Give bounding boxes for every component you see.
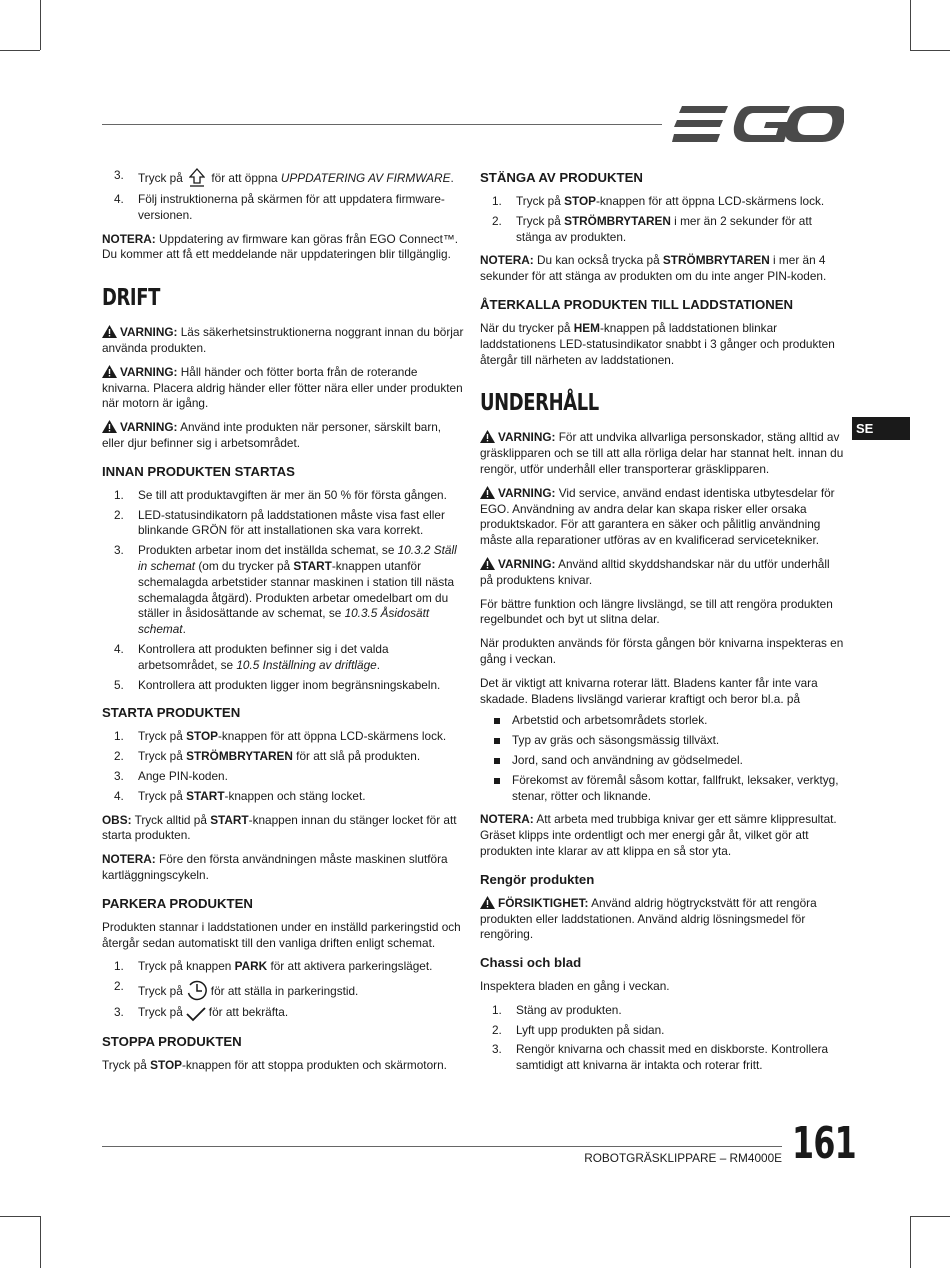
crop-mark xyxy=(0,1216,40,1217)
warning: VARNING: För att undvika allvarliga personskador, stäng alltid av gräsklipparen och se till att alla rörliga delar har stannat helt. innan du rengör, utför underhåll eller transporterar gräsklipparen. xyxy=(480,430,844,476)
chassis-steps xyxy=(480,1003,844,1074)
warning: VARNING: Läs säkerhetsinstruktionerna noggrant innan du börjar använda produkten. xyxy=(102,325,464,355)
list-item: 2. Tryck på STRÖMBRYTAREN för att slå på produkten. xyxy=(114,749,421,764)
crop-mark xyxy=(0,50,40,51)
before-start-steps xyxy=(102,488,464,694)
warning-icon xyxy=(102,420,117,433)
turn-off-steps xyxy=(480,194,844,245)
firmware-steps xyxy=(102,168,464,224)
crop-mark xyxy=(40,0,41,50)
list-item: 1. Tryck på STOP-knappen för att öppna LCD-skärmens lock. xyxy=(492,194,825,208)
list-item: Förekomst av föremål såsom kottar, fallfrukt, leksaker, verktyg, stenar, rötter och liknande. xyxy=(480,773,844,805)
warning-icon xyxy=(480,896,495,909)
subsection-title: STÄNGA AV PRODUKTEN xyxy=(480,170,643,185)
list-item: Typ av gräs och säsongsmässig tillväxt. xyxy=(480,733,844,749)
subsection-title: Chassi och blad xyxy=(480,955,582,971)
warning: VARNING: Håll händer och fötter borta från de roterande knivarna. Placera aldrig händer eller fötter nära eller under produkten när motorn är igång. xyxy=(102,364,463,411)
bullet-list xyxy=(480,713,844,804)
crop-mark xyxy=(910,1216,911,1268)
paragraph: Inspektera bladen en gång i veckan. xyxy=(480,979,670,994)
paragraph: Tryck på STOP-knappen för att stoppa produkten och skärmotorn. xyxy=(102,1058,447,1073)
list-item: 1. Stäng av produkten. xyxy=(492,1002,622,1017)
paragraph: Produkten stannar i laddstationen under en inställd parkeringstid och återgår sedan automatiskt till den vanliga driften enligt schemat. xyxy=(102,919,461,950)
warning: VARNING: Använd alltid skyddshandskar när du utför underhåll på produktens knivar. xyxy=(480,556,830,587)
subsection-title: Rengör produkten xyxy=(480,871,595,887)
language-tab: SE xyxy=(852,417,910,440)
section-title: DRIFT xyxy=(102,285,160,312)
checkmark-icon xyxy=(186,1006,206,1022)
warning: VARNING: Använd inte produkten när personer, särskilt barn, eller djur befinner sig i arbetsområdet. xyxy=(102,420,442,450)
section-title: UNDERHÅLL xyxy=(480,390,599,417)
list-item: 2. LED-statusindikatorn på laddstationen måste visa fast eller blinkande GRÖN för att installationen ska vara korrekt. xyxy=(114,507,445,538)
bullet-icon xyxy=(494,778,500,784)
note: NOTERA: Att arbeta med trubbiga knivar ger ett sämre klippresultat. Gräset klipps inte ordentligt och mer energi går åt, vilket gör att produkten inte klarar av att klippa en så stor yta. xyxy=(480,812,837,858)
caution: FÖRSIKTIGHET: Använd aldrig högtryckstvätt för att rengöra produkten eller laddstationen. Använd aldrig lösningsmedel för rengöring. xyxy=(480,895,817,942)
list-item: 4. Följ instruktionerna på skärmen för att uppdatera firmware-versionen. xyxy=(114,192,445,222)
paragraph: När du trycker på HEM-knappen på laddstationen blinkar laddstationens LED-statusindikator snabbt i 3 gånger och produkten återgår till närheten av laddstationen. xyxy=(480,320,835,367)
warning-icon xyxy=(102,325,117,338)
crop-mark xyxy=(910,1216,950,1217)
bullet-icon xyxy=(494,738,500,744)
note: NOTERA: Du kan också trycka på STRÖMBRYTAREN i mer än 4 sekunder för att stänga av produkten om du inte anger PIN-koden. xyxy=(480,253,827,284)
list-item: 3. Ange PIN-koden. xyxy=(114,768,228,783)
paragraph: Det är viktigt att knivarna roterar lätt. Bladens kanter får inte vara skadade. Bladens livslängd varierar kraftigt och beror bl.a. på xyxy=(480,675,818,706)
note: NOTERA: Uppdatering av firmware kan göras från EGO Connect™. Du kommer att få ett meddelande när uppdateringen blir tillgänglig. xyxy=(102,231,459,262)
list-item: Jord, sand och användning av gödselmedel. xyxy=(480,753,844,769)
subsection-title: INNAN PRODUKTEN STARTAS xyxy=(102,463,295,479)
park-steps xyxy=(102,959,464,1022)
list-item: 3. Tryck på för att öppna UPPDATERING AV FIRMWARE. xyxy=(102,168,464,188)
list-item: 4. Kontrollera att produkten befinner sig i det valda arbetsområdet, se 10.5 Inställning av driftläge. xyxy=(114,641,389,672)
list-item: Arbetstid och arbetsområdets storlek. xyxy=(480,713,844,729)
paragraph: För bättre funktion och längre livslängd, se till att rengöra produkten regelbundet och byt ut slitna delar. xyxy=(480,596,833,627)
subsection-title: STOPPA PRODUKTEN xyxy=(102,1034,242,1050)
left-column xyxy=(102,168,464,1082)
bullet-icon xyxy=(494,758,500,764)
list-item: 1. Se till att produktavgiften är mer än 50 % för första gången. xyxy=(114,487,447,502)
list-item: 2. Lyft upp produkten på sidan. xyxy=(492,1022,665,1037)
paragraph: När produkten används för första gången bör knivarna inspekteras en gång i veckan. xyxy=(480,636,844,666)
list-item: 3. Produkten arbetar inom det inställda schemat, se 10.3.2 Ställ in schemat (om du trycker på START-knappen utanför schemalagda arbetstider stannar maskinen i station till nästa schemalagda åtgärd). Produkten arbetar omedelbart om du ställer in åsidosättande av schemat, se 10.3.5 Åsidosätt schemat. xyxy=(114,543,457,637)
crop-mark xyxy=(910,50,950,51)
crop-mark xyxy=(40,1216,41,1268)
right-column xyxy=(480,168,844,1082)
list-item: 1. Tryck på STOP-knappen för att öppna LCD-skärmens lock. xyxy=(114,729,447,744)
list-item: 4. Tryck på START-knappen och stäng locket. xyxy=(114,788,366,803)
list-item: 3. Rengör knivarna och chassit med en diskborste. Kontrollera samtidigt att knivarna är intakta och roterar fritt. xyxy=(492,1042,829,1073)
subsection-title: PARKERA PRODUKTEN xyxy=(102,895,253,911)
warning: VARNING: Vid service, använd endast identiska utbytesdelar för EGO. Användning av andra delar kan skapa risker eller orsaka produktskador. För att garantera en säker och pålitlig användning måste alla reparationer utföras av en kvalificerad servicetekniker. xyxy=(480,485,835,548)
warning-icon xyxy=(480,486,495,499)
subsection-title: ÅTERKALLA PRODUKTEN TILL LADDSTATIONEN xyxy=(480,296,794,312)
note: NOTERA: Före den första användningen måste maskinen slutföra kartläggningscykeln. xyxy=(102,852,448,882)
list-item: 5. Kontrollera att produkten ligger inom begränsningskabeln. xyxy=(114,677,441,692)
crop-mark xyxy=(910,0,911,50)
start-steps xyxy=(102,729,464,804)
list-item: 3. Tryck på för att bekräfta. xyxy=(102,1005,464,1022)
page-number: 161 xyxy=(792,1118,856,1169)
obs-note: OBS: Tryck alltid på START-knappen innan du stänger locket för att starta produkten. xyxy=(102,812,457,843)
upload-arrow-icon xyxy=(189,168,205,188)
list-item: 1. Tryck på knappen PARK för att aktivera parkeringsläget. xyxy=(114,959,433,974)
footer-product-name: ROBOTGRÄSKLIPPARE – RM4000E xyxy=(584,1151,782,1165)
list-item: 2. Tryck på för att ställa in parkeringstid. xyxy=(102,979,464,1001)
footer-rule xyxy=(102,1146,782,1147)
warning-icon xyxy=(480,430,495,443)
bullet-icon xyxy=(494,718,500,724)
ego-logo xyxy=(672,104,844,144)
warning-icon xyxy=(480,557,495,570)
subsection-title: STARTA PRODUKTEN xyxy=(102,705,241,721)
header-rule xyxy=(102,124,662,125)
warning-icon xyxy=(102,365,117,378)
list-item: 2. Tryck på STRÖMBRYTAREN i mer än 2 sekunder för att stänga av produkten. xyxy=(492,213,812,244)
clock-icon xyxy=(186,979,208,1001)
